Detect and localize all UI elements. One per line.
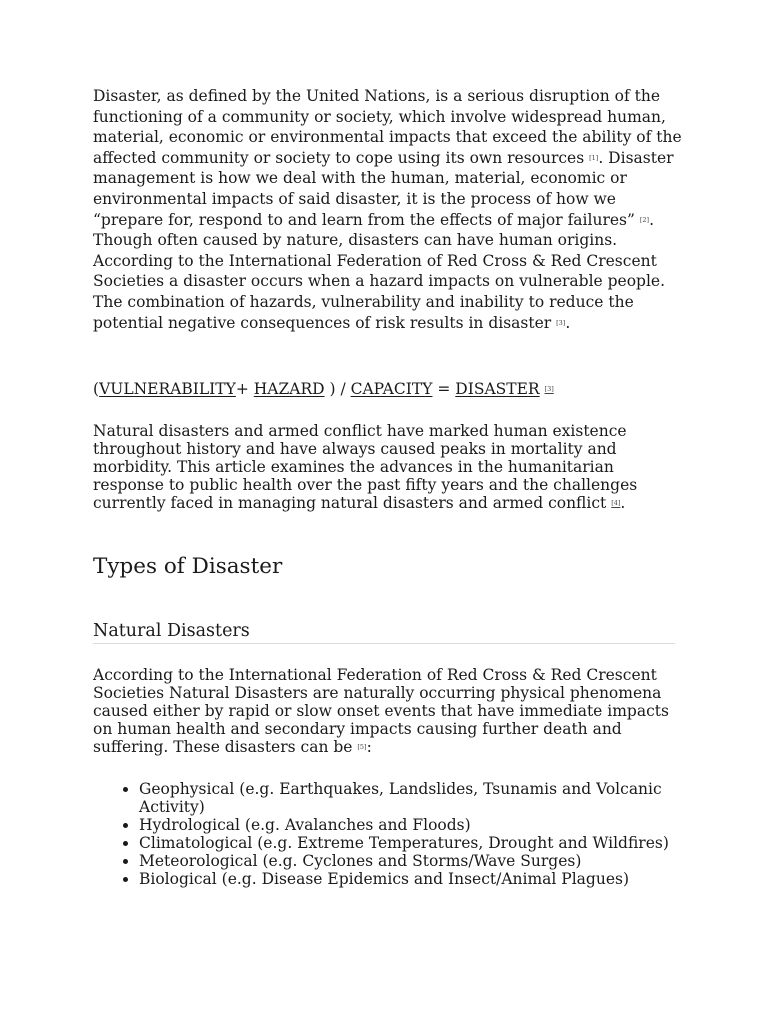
disaster-formula — [93, 379, 683, 399]
formula-disaster[interactable]: DISASTER — [455, 380, 540, 398]
formula-capacity[interactable]: CAPACITY — [350, 380, 433, 398]
natural-end: : — [366, 738, 372, 756]
citation-1[interactable]: [1] — [589, 153, 599, 162]
natural-disasters-heading: Natural Disasters — [93, 619, 675, 644]
intro-end: . — [565, 313, 571, 332]
list-item: • Biological (e.g. Disease Epidemics and Insect/Animal Plagues) — [139, 870, 699, 888]
history-end: . — [620, 494, 626, 512]
formula-plus: + — [235, 380, 254, 398]
formula-equals: = — [432, 380, 456, 398]
formula-open: ( — [93, 380, 100, 398]
history-text: Natural disasters and armed conflict have marked human existence throughout history and have always caused peaks in mortality and morbidity. This article examines the advances in the humanitarian response to public health over the past fifty years and the challenges currently faced in managing natural disasters and armed conflict — [93, 422, 638, 512]
disaster-types-list — [93, 780, 699, 888]
list-item: • Climatological (e.g. Extreme Temperatures, Drought and Wildfires) — [139, 834, 699, 852]
intro-text-2: . Disaster management is how we deal with the human, material, economic or environmental impacts of said disaster, it is the process of how we “prepare for, respond to and learn from the effects of major failures” — [93, 148, 674, 229]
intro-text-3: . Though often caused by nature, disasters can have human origins. According to the International Federation of Red Cross & Red Crescent Societies a disaster occurs when a hazard impacts on vulnerable people. The combination of hazards, vulnerability and inability to reduce the potential negative consequences of risk results in disaster — [93, 210, 666, 332]
intro-paragraph — [93, 86, 683, 333]
formula-divide: ) / — [324, 380, 351, 398]
types-of-disaster-heading: Types of Disaster — [93, 554, 283, 579]
list-item: • Hydrological (e.g. Avalanches and Floods) — [139, 816, 699, 834]
citation-5[interactable]: [5] — [357, 743, 367, 751]
natural-disasters-paragraph — [93, 666, 683, 756]
citation-3[interactable]: [3] — [556, 318, 566, 327]
citation-2[interactable]: [2] — [639, 215, 650, 224]
list-item: • Geophysical (e.g. Earthquakes, Landslides, Tsunamis and Volcanic Activity) — [139, 780, 699, 816]
natural-text: According to the International Federation of Red Cross & Red Crescent Societies Natural Disasters are naturally occurring physical phenomena caused either by rapid or slow onset events that have immediate impacts on human health and secondary impacts causing further death and suffering. These disasters can be — [93, 666, 669, 756]
formula-hazard[interactable]: HAZARD — [253, 380, 325, 398]
formula-vulnerability[interactable]: VULNERABILITY — [99, 380, 236, 398]
citation-4[interactable]: [4] — [611, 499, 621, 507]
history-paragraph — [93, 422, 683, 512]
intro-text-1: Disaster, as defined by the United Nations, is a serious disruption of the functioning of a community or society, which involve widespread human, material, economic or environmental impacts that exceed the ability of the affected community or society to cope using its own resources — [93, 87, 682, 167]
list-item: • Meteorological (e.g. Cyclones and Storms/Wave Surges) — [139, 852, 699, 870]
formula-citation[interactable]: [3] — [544, 385, 554, 393]
